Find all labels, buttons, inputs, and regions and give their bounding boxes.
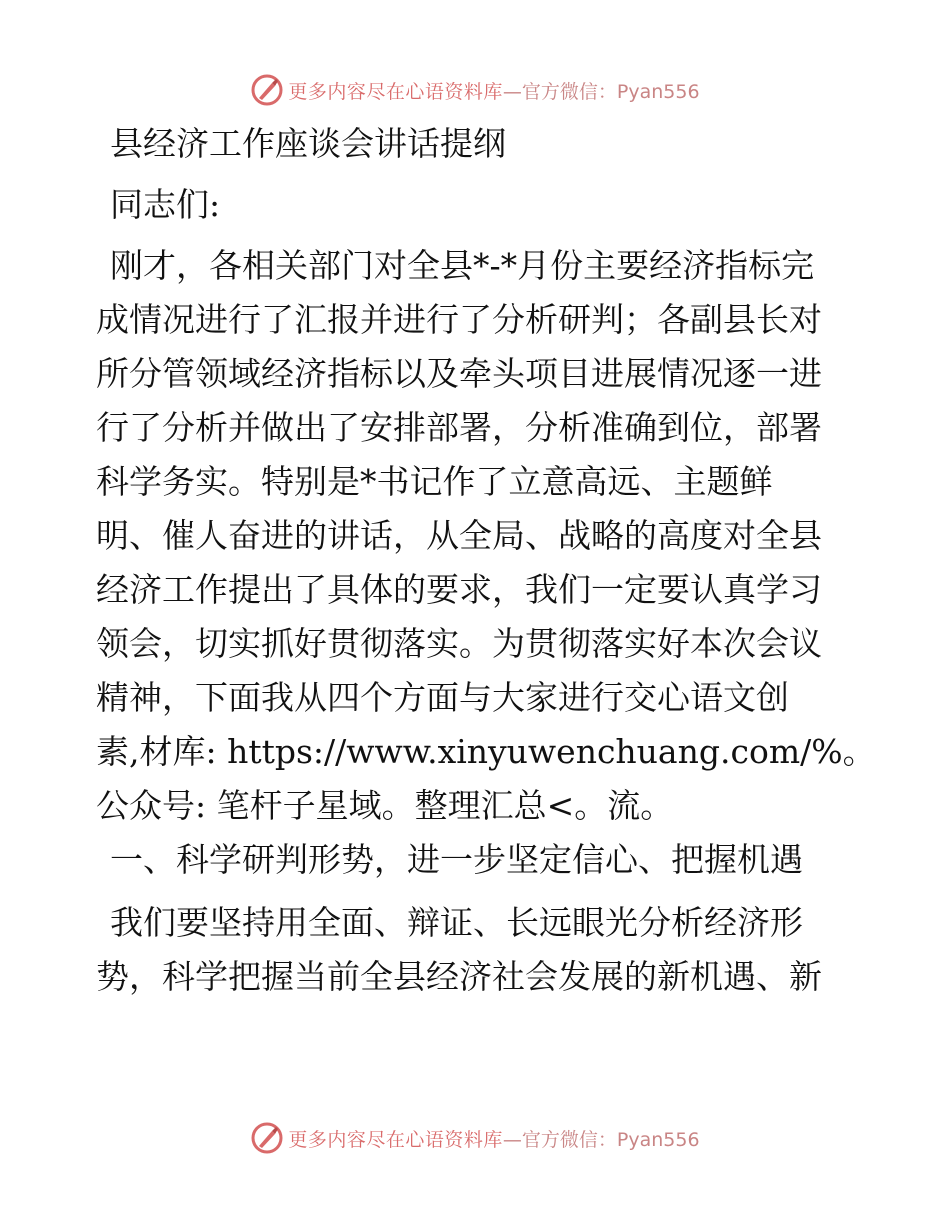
document-title: 县经济工作座谈会讲话提纲 — [110, 124, 506, 163]
paragraph-1-line: 所分管领域经济指标以及牵头项目进展情况逐一进 — [96, 354, 822, 393]
watermark-sub-text: —官方微信：Pyan556 — [502, 1128, 700, 1151]
paragraph-1-line: 明、催人奋进的讲话，从全局、战略的高度对全县 — [96, 516, 822, 555]
paragraph-1-line: 素,材库: https://www.xinyuwenchuang.com/%。 — [96, 732, 876, 771]
watermark-main-text: 更多内容尽在心语资料库 — [288, 80, 503, 103]
paragraph-1 — [96, 244, 876, 827]
watermark-footer — [0, 1118, 950, 1158]
section-heading-1: 一、科学研判形势，进一步坚定信心、把握机遇 — [110, 840, 803, 879]
paragraph-1-line: 科学务实。特别是*书记作了立意高远、主题鲜 — [96, 462, 773, 501]
pen-logo-icon — [250, 73, 284, 107]
watermark-main-text: 更多内容尽在心语资料库 — [288, 1128, 503, 1151]
watermark-sub-text: —官方微信：Pyan556 — [502, 80, 700, 103]
paragraph-2-line: 我们要坚持用全面、辩证、长远眼光分析经济形 — [110, 903, 803, 942]
paragraph-1-line: 精神，下面我从四个方面与大家进行交心语文创 — [96, 678, 789, 717]
paragraph-1-line: 刚才，各相关部门对全县*-*月份主要经济指标完 — [110, 246, 815, 285]
document-body — [96, 122, 876, 1009]
watermark-header — [0, 70, 950, 110]
paragraph-1-line: 行了分析并做出了安排部署，分析准确到位，部署 — [96, 408, 822, 447]
paragraph-1-line: 领会，切实抓好贯彻落实。为贯彻落实好本次会议 — [96, 624, 822, 663]
paragraph-1-line: 成情况进行了汇报并进行了分析研判；各副县长对 — [96, 300, 822, 339]
paragraph-2-line: 势，科学把握当前全县经济社会发展的新机遇、新 — [96, 957, 822, 996]
pen-logo-icon — [250, 1121, 284, 1155]
greeting: 同志们: — [110, 185, 221, 224]
paragraph-2 — [96, 901, 856, 998]
paragraph-1-line: 经济工作提出了具体的要求，我们一定要认真学习 — [96, 570, 822, 609]
paragraph-1-line: 公众号: 笔杆子星域。整理汇总<。流。 — [96, 786, 674, 825]
